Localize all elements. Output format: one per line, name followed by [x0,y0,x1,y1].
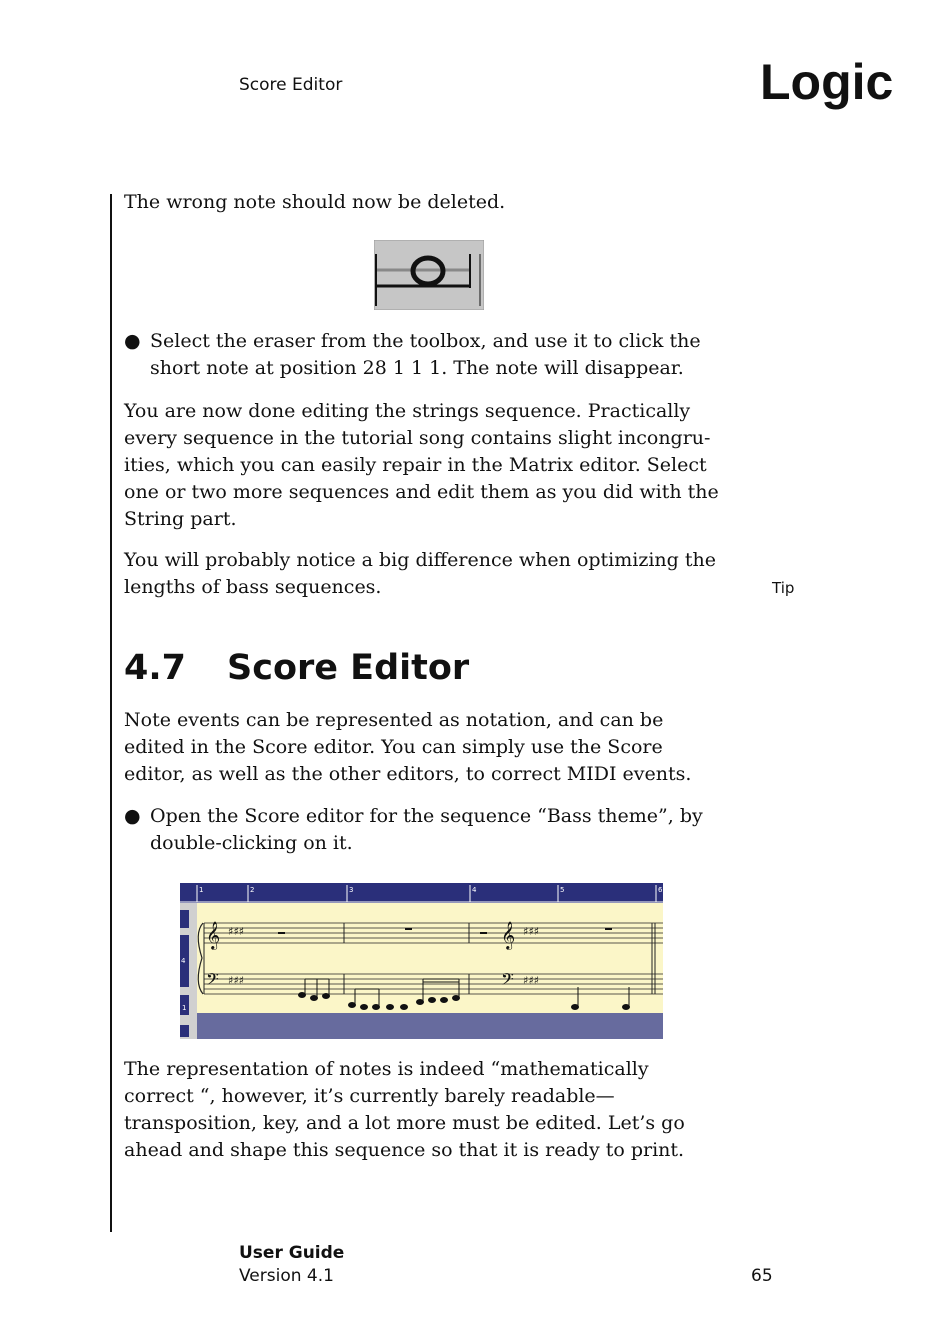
page-number: 65 [751,1266,773,1286]
svg-text:𝄞: 𝄞 [206,921,221,949]
svg-text:♯♯♯: ♯♯♯ [523,974,539,987]
score-editor-screenshot [180,883,663,1039]
paragraph: Note events can be represented as notation, and can be edited in the Score editor. You can simply use the Score editor, as well as the other editors, to correct MIDI events. [124,709,692,785]
svg-text:1: 1 [199,886,204,894]
svg-text:♯♯♯: ♯♯♯ [228,974,244,987]
section-title: Score Editor [227,648,470,688]
svg-text:3: 3 [349,886,354,894]
paragraph: You are now done editing the strings sequence. Practically every sequence in the tutorial song contains slight incongruities, which you can easily repair in the Matrix editor. Select one or two more sequences and edit them as you did with the String part. [124,400,719,530]
list-item: ● Open the Score editor for the sequence “Bass theme”, by double-clicking on it. [124,805,703,854]
footer-guide-title: User Guide [239,1243,345,1263]
svg-text:𝄞: 𝄞 [501,921,516,949]
bullet-icon: ● [124,805,141,827]
paragraph: The wrong note should now be deleted. [124,191,506,213]
svg-text:♯♯♯: ♯♯♯ [523,925,539,938]
list-item: ● Select the eraser from the toolbox, and use it to click the short note at position 28 1 1 1. The note will disappear. [124,330,701,379]
svg-text:5: 5 [560,886,565,894]
svg-text:2: 2 [250,886,255,894]
svg-text:6: 6 [658,886,663,894]
svg-text:1: 1 [182,1004,187,1012]
section-number: 4.7 [124,648,187,688]
paragraph: The representation of notes is indeed “mathematically correct “, however, it’s currently barely readable—transposition, key, and a lot more must be edited. Let’s go ahead and shape this sequence so that it is ready to print. [124,1058,685,1161]
bullet-icon: ● [124,330,141,352]
svg-text:𝄢: 𝄢 [206,969,219,993]
svg-text:4: 4 [181,957,186,965]
footer-version: Version 4.1 [239,1266,334,1286]
paragraph: You will probably notice a big difference when optimizing the lengths of bass sequences. [124,549,716,598]
note-figure [374,240,484,310]
margin-rule [110,194,112,1232]
header-section-title: Score Editor [239,75,343,95]
margin-note-tip: Tip [772,579,795,597]
logic-logo [760,52,920,124]
svg-text:𝄢: 𝄢 [501,969,514,993]
svg-text:4: 4 [472,886,477,894]
svg-text:Logic: Logic [760,54,894,110]
svg-text:♯♯♯: ♯♯♯ [228,925,244,938]
